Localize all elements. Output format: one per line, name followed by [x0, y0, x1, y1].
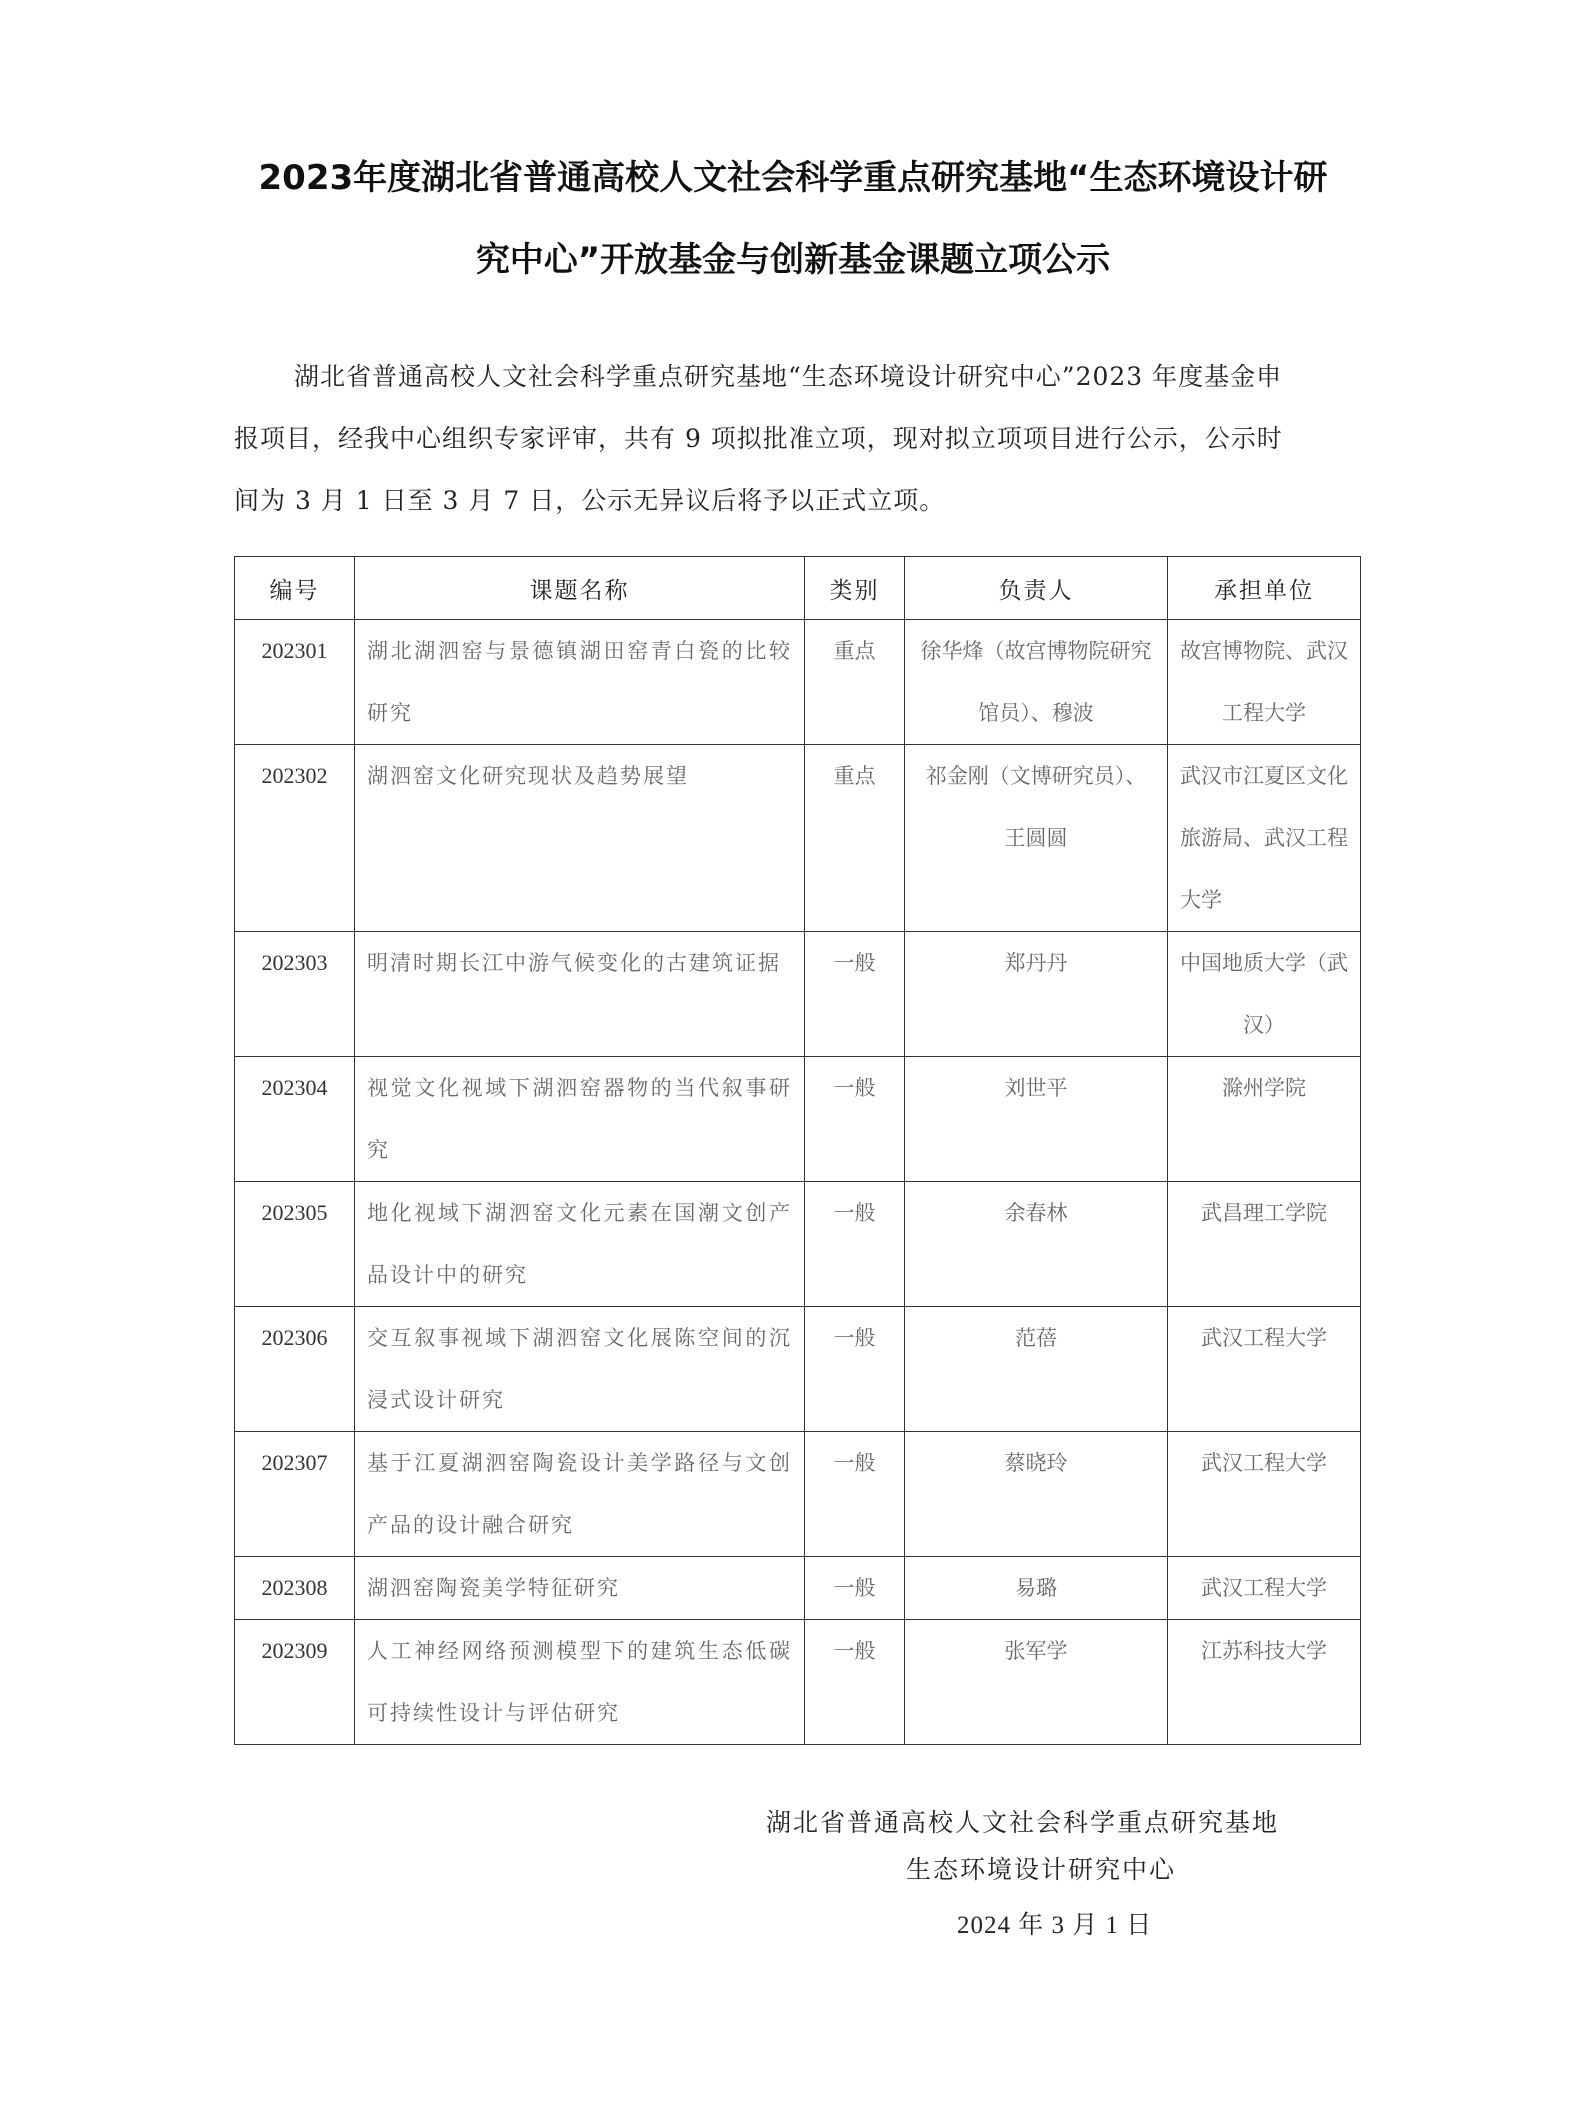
table-row: [235, 620, 1361, 745]
signature-organization: 湖北省普通高校人文社会科学重点研究基地: [766, 1808, 1280, 1837]
cell-unit: 滁州学院: [1168, 1057, 1361, 1182]
cell-topic: 交互叙事视域下湖泗窑文化展陈空间的沉浸式设计研究: [355, 1307, 805, 1432]
cell-leader: 蔡晓玲: [905, 1432, 1168, 1557]
table-row: [235, 745, 1361, 932]
cell-topic: 视觉文化视域下湖泗窑器物的当代叙事研究: [355, 1057, 805, 1182]
signature-date: 2024 年 3 月 1 日: [957, 1912, 1153, 1939]
cell-topic: 湖泗窑文化研究现状及趋势展望: [355, 745, 805, 932]
cell-code: 202302: [235, 745, 355, 932]
cell-unit: 武汉工程大学: [1168, 1307, 1361, 1432]
table-row: [235, 1620, 1361, 1745]
cell-code: 202308: [235, 1557, 355, 1620]
cell-leader: 刘世平: [905, 1057, 1168, 1182]
cell-code: 202309: [235, 1620, 355, 1745]
signature-center: 生态环境设计研究中心: [906, 1855, 1177, 1884]
cell-leader: 祁金刚（文博研究员）、王圆圆: [905, 745, 1168, 932]
table-header-row: [235, 557, 1361, 620]
header-category: 类别: [805, 557, 905, 620]
intro-line-1: 湖北省普通高校人文社会科学重点研究基地“生态环境设计研究中心”2023 年度基金申: [294, 362, 1283, 391]
cell-leader: 徐华烽（故宫博物院研究馆员）、穆波: [905, 620, 1168, 745]
cell-unit: 武汉工程大学: [1168, 1557, 1361, 1620]
cell-leader: 范蓓: [905, 1307, 1168, 1432]
table-row: [235, 932, 1361, 1057]
cell-category: 一般: [805, 1432, 905, 1557]
cell-category: 一般: [805, 932, 905, 1057]
header-code: 编号: [235, 557, 355, 620]
cell-category: 重点: [805, 745, 905, 932]
table-row: [235, 1557, 1361, 1620]
header-unit: 承担单位: [1168, 557, 1361, 620]
title-line-1: 2023年度湖北省普通高校人文社会科学重点研究基地“生态环境设计研: [258, 158, 1328, 198]
cell-leader: 易璐: [905, 1557, 1168, 1620]
table-row: [235, 1432, 1361, 1557]
cell-category: 一般: [805, 1557, 905, 1620]
cell-topic: 地化视域下湖泗窑文化元素在国潮文创产品设计中的研究: [355, 1182, 805, 1307]
cell-topic: 基于江夏湖泗窑陶瓷设计美学路径与文创产品的设计融合研究: [355, 1432, 805, 1557]
cell-category: 一般: [805, 1182, 905, 1307]
table-row: [235, 1057, 1361, 1182]
cell-code: 202301: [235, 620, 355, 745]
cell-code: 202305: [235, 1182, 355, 1307]
cell-unit: 武汉工程大学: [1168, 1432, 1361, 1557]
cell-code: 202307: [235, 1432, 355, 1557]
project-table: [234, 556, 1361, 1745]
cell-code: 202303: [235, 932, 355, 1057]
cell-topic: 湖泗窑陶瓷美学特征研究: [355, 1557, 805, 1620]
intro-line-3: 间为 3 月 1 日至 3 月 7 日，公示无异议后将予以正式立项。: [234, 486, 946, 515]
table-row: [235, 1182, 1361, 1307]
cell-leader: 郑丹丹: [905, 932, 1168, 1057]
cell-category: 一般: [805, 1307, 905, 1432]
cell-topic: 湖北湖泗窑与景德镇湖田窑青白瓷的比较研究: [355, 620, 805, 745]
intro-paragraph: [234, 346, 1354, 532]
cell-leader: 余春林: [905, 1182, 1168, 1307]
cell-unit: 故宫博物院、武汉工程大学: [1168, 620, 1361, 745]
cell-category: 一般: [805, 1057, 905, 1182]
cell-unit: 武汉市江夏区文化旅游局、武汉工程大学: [1168, 745, 1361, 932]
table-row: [235, 1307, 1361, 1432]
title-line-2: 究中心”开放基金与创新基金课题立项公示: [475, 240, 1111, 280]
cell-code: 202304: [235, 1057, 355, 1182]
cell-unit: 中国地质大学（武汉）: [1168, 932, 1361, 1057]
intro-line-2: 报项目，经我中心组织专家评审，共有 9 项拟批准立项，现对拟立项项目进行公示，公示时: [234, 424, 1283, 453]
cell-topic: 明清时期长江中游气候变化的古建筑证据: [355, 932, 805, 1057]
cell-code: 202306: [235, 1307, 355, 1432]
header-leader: 负责人: [905, 557, 1168, 620]
cell-leader: 张军学: [905, 1620, 1168, 1745]
cell-unit: 武昌理工学院: [1168, 1182, 1361, 1307]
cell-unit: 江苏科技大学: [1168, 1620, 1361, 1745]
cell-topic: 人工神经网络预测模型下的建筑生态低碳可持续性设计与评估研究: [355, 1620, 805, 1745]
header-topic: 课题名称: [355, 557, 805, 620]
cell-category: 一般: [805, 1620, 905, 1745]
cell-category: 重点: [805, 620, 905, 745]
